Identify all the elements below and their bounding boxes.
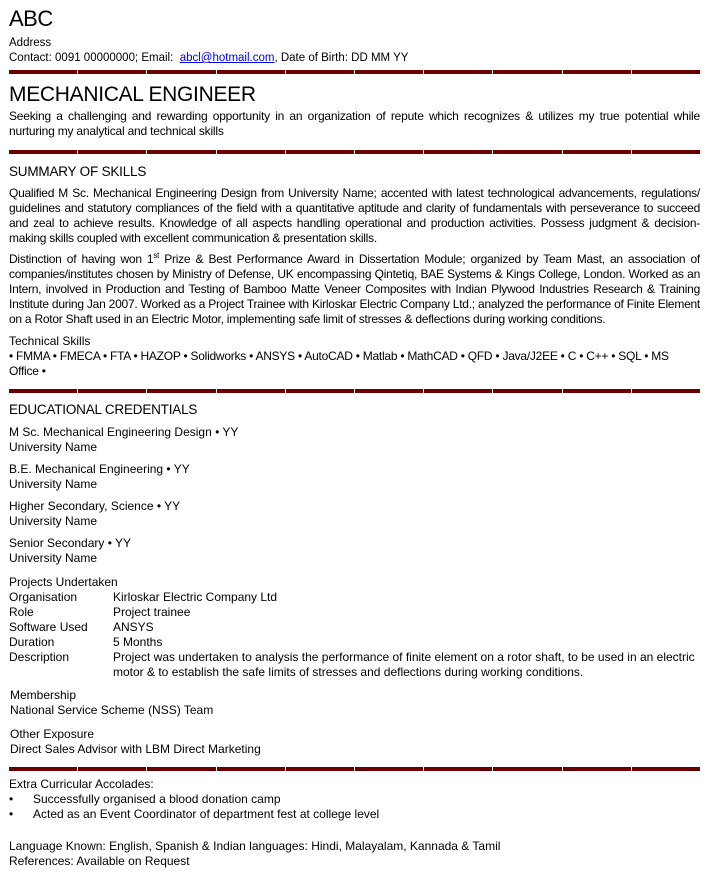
languages-line: Language Known: English, Spanish & Indian languages: Hindi, Malayalam, Kannada & Tamil <box>9 839 501 853</box>
address: Address <box>9 37 52 49</box>
degree: Senior Secondary • YY <box>9 536 132 550</box>
distinction-text-2: Prize & Best Performance Award in Dissertation Module; organized by Team Mast, an association of companies/institutes chosen by Ministry of Defense, UK encompassing Qintetiq, BAE Systems & Kings College, London. Worked as an Intern, involved in Production and Testing of Bamboo Matte Veneer Composites with Indian Plywood Industries Research & Training Institute during Jan 2007. Worked as a Project Trainee with Kirloskar Electric Company Ltd.; analyzed the performance of Finite Element on a Rotor Shaft used in an Electric Motor, implementing safe limit of stresses & deflections during working conditions. <box>9 252 700 326</box>
resume-page <box>0 6 720 869</box>
school: University Name <box>9 440 98 454</box>
job-title: MECHANICAL ENGINEER <box>9 83 256 106</box>
project-label: Description <box>9 650 70 664</box>
project-value: ANSYS <box>113 620 154 634</box>
project-value: Project was undertaken to analysis the performance of finite element on a rotor shaft, to be used in an electric motor & to establish the safe limits of stresses and deflections during working conditions. <box>113 650 695 679</box>
project-row <box>9 635 710 650</box>
school: University Name <box>9 551 98 565</box>
degree: Higher Secondary, Science • YY <box>9 499 181 513</box>
contact-prefix: Contact: 0091 00000000; Email: <box>9 52 180 64</box>
exposure-value: Direct Sales Advisor with LBM Direct Marketing <box>10 742 261 756</box>
distinction-text-1: Distinction of having won 1 <box>9 252 154 266</box>
email-link[interactable]: abcl@hotmail.com <box>179 52 275 64</box>
project-label: Role <box>9 605 34 619</box>
education-item <box>9 499 710 529</box>
summary-heading: SUMMARY OF SKILLS <box>9 164 147 179</box>
ordinal-suffix: st <box>153 251 160 260</box>
project-label: Software Used <box>9 620 88 634</box>
candidate-name: ABC <box>9 6 53 31</box>
bullet-icon: • <box>9 807 14 821</box>
project-row <box>9 620 710 635</box>
accolade-text: Acted as an Event Coordinator of department fest at college level <box>33 807 380 821</box>
section-divider <box>9 767 700 771</box>
project-row <box>9 605 710 620</box>
degree: M Sc. Mechanical Engineering Design • YY <box>9 425 239 439</box>
project-label: Organisation <box>9 590 78 604</box>
section-divider <box>9 70 700 74</box>
school: University Name <box>9 514 98 528</box>
project-value: Kirloskar Electric Company Ltd <box>113 590 278 604</box>
project-value: Project trainee <box>113 605 191 619</box>
school: University Name <box>9 477 98 491</box>
technical-skills-list: • FMMA • FMECA • FTA • HAZOP • Solidworks • ANSYS • AutoCAD • Matlab • MathCAD • QFD • Java/J2EE • C • C++ • SQL • MS Office • <box>9 349 669 378</box>
accolades-heading: Extra Curricular Accolades: <box>9 777 154 791</box>
education-item <box>9 536 710 566</box>
contact-line <box>9 51 710 66</box>
bullet-icon: • <box>9 792 14 806</box>
education-item <box>9 462 710 492</box>
education-item <box>9 425 710 455</box>
membership-heading: Membership <box>10 688 77 702</box>
list-item <box>9 807 710 822</box>
project-label: Duration <box>9 635 55 649</box>
accolades-list <box>9 792 710 822</box>
accolade-text: Successfully organised a blood donation camp <box>33 792 281 806</box>
project-value: 5 Months <box>113 635 163 649</box>
education-heading: EDUCATIONAL CREDENTIALS <box>9 402 198 417</box>
exposure-heading: Other Exposure <box>10 727 95 741</box>
objective-text: Seeking a challenging and rewarding opportunity in an organization of repute which recognizes & utilizes my true potential while nurturing my analytical and technical skills <box>9 109 700 138</box>
membership-value: National Service Scheme (NSS) Team <box>10 703 214 717</box>
summary-paragraph: Qualified M Sc. Mechanical Engineering Design from University Name; accented with latest technological advancements, regulations/ guidelines and statutory compliances of the field with a quantitative aptitude and clarity of fundamentals with perseverance to succeed and zeal to achieve results. Knowledge of all aspects handling operational and production activities. Possess judgment & decision-making skills coupled with excellent communication & presentation skills. <box>9 186 700 245</box>
section-divider <box>9 389 700 393</box>
projects-table <box>9 590 710 680</box>
project-row <box>9 650 710 680</box>
section-divider <box>9 150 700 154</box>
project-row <box>9 590 710 605</box>
list-item <box>9 792 710 807</box>
technical-skills-heading: Technical Skills <box>9 334 91 348</box>
distinction-paragraph <box>9 252 700 327</box>
contact-suffix: , Date of Birth: DD MM YY <box>274 52 409 64</box>
degree: B.E. Mechanical Engineering • YY <box>9 462 190 476</box>
references-line: References: Available on Request <box>9 854 190 868</box>
projects-heading: Projects Undertaken <box>9 575 118 589</box>
